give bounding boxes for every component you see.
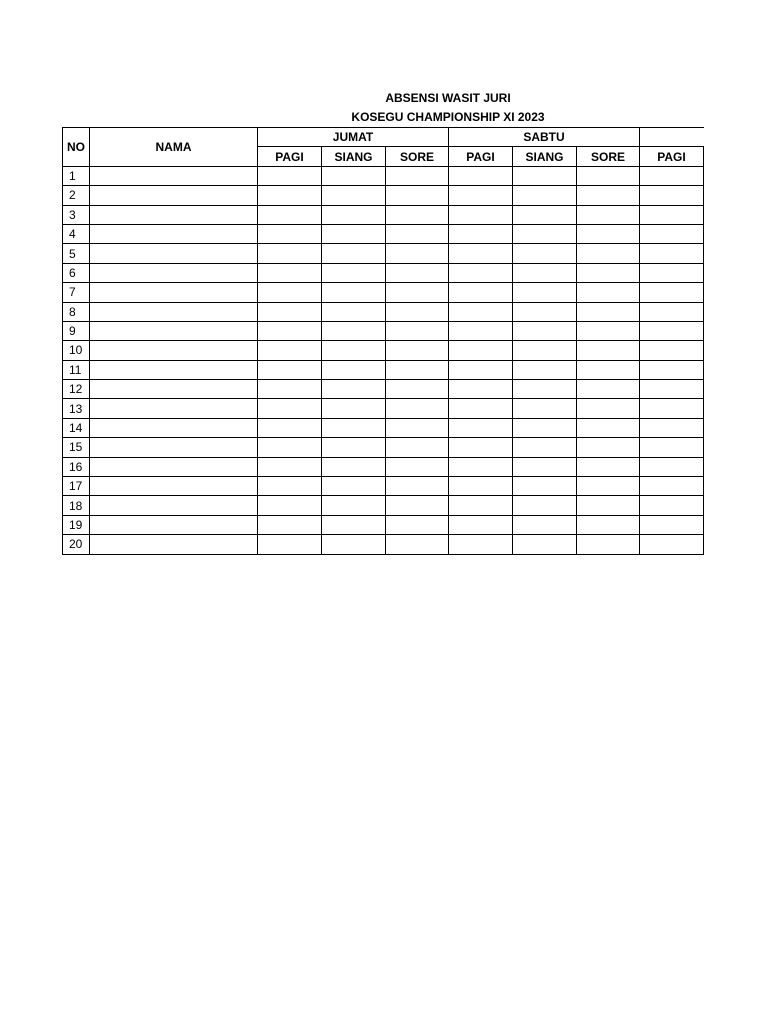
table-row [63,244,704,263]
attendance-cell[interactable] [386,380,449,399]
row-number: 12 [63,380,90,399]
attendance-cell[interactable] [322,205,386,224]
row-number: 18 [63,496,90,515]
attendance-cell[interactable] [640,360,704,379]
attendance-cell[interactable] [258,457,322,476]
attendance-cell[interactable] [640,496,704,515]
table-row [63,341,704,360]
row-number: 19 [63,515,90,534]
attendance-cell[interactable] [386,263,449,282]
attendance-cell[interactable] [449,244,513,263]
attendance-cell[interactable] [640,380,704,399]
attendance-cell[interactable] [386,496,449,515]
attendance-cell[interactable] [513,438,577,457]
attendance-cell[interactable] [640,205,704,224]
row-number: 1 [63,166,90,185]
table-row [63,224,704,243]
row-number: 13 [63,399,90,418]
attendance-cell[interactable] [258,399,322,418]
row-number: 2 [63,186,90,205]
name-cell[interactable] [90,166,258,185]
document-subtitle: KOSEGU CHAMPIONSHIP XI 2023 [351,110,545,124]
attendance-cell[interactable] [640,535,704,554]
name-cell[interactable] [90,496,258,515]
attendance-cell[interactable] [449,515,513,534]
attendance-cell[interactable] [386,205,449,224]
attendance-cell[interactable] [258,302,322,321]
session-header: SIANG [513,147,577,166]
header-day-3 [640,128,704,147]
attendance-cell[interactable] [449,360,513,379]
attendance-cell[interactable] [386,341,449,360]
attendance-cell[interactable] [258,205,322,224]
attendance-cell[interactable] [322,321,386,340]
attendance-cell[interactable] [449,205,513,224]
attendance-cell[interactable] [513,360,577,379]
attendance-cell[interactable] [577,496,640,515]
header-name: NAMA [90,128,258,167]
attendance-cell[interactable] [640,263,704,282]
attendance-cell[interactable] [258,321,322,340]
attendance-cell[interactable] [513,166,577,185]
attendance-cell[interactable] [577,535,640,554]
attendance-cell[interactable] [513,477,577,496]
attendance-cell[interactable] [577,477,640,496]
attendance-cell[interactable] [386,418,449,437]
name-cell[interactable] [90,515,258,534]
table-row [63,186,704,205]
attendance-cell[interactable] [640,302,704,321]
attendance-cell[interactable] [449,321,513,340]
attendance-cell[interactable] [449,399,513,418]
attendance-cell[interactable] [513,283,577,302]
attendance-cell[interactable] [577,360,640,379]
attendance-cell[interactable] [577,341,640,360]
table-row [63,496,704,515]
table-row [63,302,704,321]
attendance-cell[interactable] [449,477,513,496]
attendance-cell[interactable] [640,341,704,360]
attendance-cell[interactable] [577,224,640,243]
attendance-cell[interactable] [322,515,386,534]
session-header: PAGI [640,147,704,166]
attendance-cell[interactable] [577,399,640,418]
attendance-cell[interactable] [258,263,322,282]
attendance-cell[interactable] [322,186,386,205]
attendance-cell[interactable] [513,399,577,418]
attendance-cell[interactable] [386,457,449,476]
attendance-cell[interactable] [449,302,513,321]
attendance-cell[interactable] [449,341,513,360]
attendance-cell[interactable] [513,496,577,515]
attendance-cell[interactable] [386,244,449,263]
attendance-cell[interactable] [322,496,386,515]
attendance-cell[interactable] [577,302,640,321]
name-cell[interactable] [90,224,258,243]
name-cell[interactable] [90,457,258,476]
attendance-cell[interactable] [322,283,386,302]
name-cell[interactable] [90,302,258,321]
attendance-cell[interactable] [513,341,577,360]
attendance-cell[interactable] [449,438,513,457]
attendance-cell[interactable] [640,515,704,534]
attendance-cell[interactable] [258,341,322,360]
attendance-cell[interactable] [322,360,386,379]
attendance-cell[interactable] [386,515,449,534]
attendance-cell[interactable] [640,244,704,263]
attendance-cell[interactable] [386,166,449,185]
attendance-cell[interactable] [449,224,513,243]
attendance-cell[interactable] [386,360,449,379]
attendance-cell[interactable] [449,496,513,515]
attendance-cell[interactable] [322,438,386,457]
attendance-cell[interactable] [640,166,704,185]
attendance-cell[interactable] [386,438,449,457]
session-header: PAGI [449,147,513,166]
attendance-cell[interactable] [640,477,704,496]
header-row-days [63,128,704,147]
attendance-cell[interactable] [577,283,640,302]
attendance-cell[interactable] [640,399,704,418]
name-cell[interactable] [90,244,258,263]
attendance-cell[interactable] [577,186,640,205]
attendance-cell[interactable] [258,186,322,205]
attendance-cell[interactable] [577,244,640,263]
attendance-cell[interactable] [258,535,322,554]
attendance-cell[interactable] [322,399,386,418]
row-number: 10 [63,341,90,360]
attendance-cell[interactable] [577,380,640,399]
attendance-cell[interactable] [577,418,640,437]
header-day-sabtu: SABTU [449,128,640,147]
attendance-cell[interactable] [258,380,322,399]
attendance-cell[interactable] [513,515,577,534]
attendance-cell[interactable] [640,438,704,457]
name-cell[interactable] [90,205,258,224]
attendance-cell[interactable] [386,321,449,340]
attendance-cell[interactable] [640,186,704,205]
table-row [63,321,704,340]
attendance-cell[interactable] [322,263,386,282]
row-number: 6 [63,263,90,282]
attendance-cell[interactable] [577,321,640,340]
attendance-cell[interactable] [513,186,577,205]
name-cell[interactable] [90,418,258,437]
table-row [63,457,704,476]
name-cell[interactable] [90,399,258,418]
attendance-cell[interactable] [258,418,322,437]
name-cell[interactable] [90,535,258,554]
attendance-cell[interactable] [513,380,577,399]
name-cell[interactable] [90,360,258,379]
row-number: 11 [63,360,90,379]
name-cell[interactable] [90,438,258,457]
attendance-cell[interactable] [258,224,322,243]
row-number: 5 [63,244,90,263]
name-cell[interactable] [90,380,258,399]
attendance-cell[interactable] [513,205,577,224]
row-number: 8 [63,302,90,321]
attendance-cell[interactable] [322,457,386,476]
attendance-cell[interactable] [322,244,386,263]
attendance-cell[interactable] [640,224,704,243]
attendance-cell[interactable] [386,283,449,302]
attendance-cell[interactable] [640,418,704,437]
attendance-cell[interactable] [449,535,513,554]
name-cell[interactable] [90,477,258,496]
attendance-table [62,127,704,555]
table-row [63,418,704,437]
attendance-cell[interactable] [449,263,513,282]
attendance-cell[interactable] [258,515,322,534]
attendance-cell[interactable] [577,166,640,185]
table-row [63,438,704,457]
attendance-cell[interactable] [449,166,513,185]
row-number: 16 [63,457,90,476]
attendance-cell[interactable] [258,360,322,379]
attendance-cell[interactable] [322,535,386,554]
row-number: 14 [63,418,90,437]
name-cell[interactable] [90,341,258,360]
attendance-cell[interactable] [513,244,577,263]
table-row [63,205,704,224]
attendance-cell[interactable] [322,302,386,321]
header-no: NO [63,128,90,167]
attendance-cell[interactable] [258,244,322,263]
attendance-cell[interactable] [513,224,577,243]
table-row [63,283,704,302]
table-row [63,263,704,282]
attendance-cell[interactable] [577,263,640,282]
table-row [63,380,704,399]
attendance-cell[interactable] [322,477,386,496]
row-number: 17 [63,477,90,496]
attendance-cell[interactable] [258,283,322,302]
attendance-cell[interactable] [449,380,513,399]
session-header: PAGI [258,147,322,166]
attendance-cell[interactable] [449,457,513,476]
attendance-cell[interactable] [513,321,577,340]
session-header: SIANG [322,147,386,166]
attendance-cell[interactable] [640,283,704,302]
attendance-cell[interactable] [258,438,322,457]
attendance-cell[interactable] [577,515,640,534]
session-header: SORE [386,147,449,166]
name-cell[interactable] [90,321,258,340]
attendance-cell[interactable] [258,477,322,496]
header-day-jumat: JUMAT [258,128,449,147]
attendance-cell[interactable] [513,418,577,437]
attendance-cell[interactable] [513,302,577,321]
name-cell[interactable] [90,283,258,302]
attendance-cell[interactable] [322,224,386,243]
attendance-cell[interactable] [449,186,513,205]
attendance-cell[interactable] [640,457,704,476]
name-cell[interactable] [90,263,258,282]
attendance-cell[interactable] [322,341,386,360]
attendance-cell[interactable] [386,186,449,205]
attendance-cell[interactable] [258,166,322,185]
table-row [63,477,704,496]
attendance-cell[interactable] [513,535,577,554]
attendance-cell[interactable] [577,457,640,476]
row-number: 20 [63,535,90,554]
row-number: 4 [63,224,90,243]
attendance-cell[interactable] [258,496,322,515]
attendance-cell[interactable] [322,418,386,437]
row-number: 3 [63,205,90,224]
attendance-cell[interactable] [386,224,449,243]
attendance-cell[interactable] [449,418,513,437]
attendance-cell[interactable] [577,205,640,224]
attendance-cell[interactable] [322,380,386,399]
table-row [63,515,704,534]
attendance-cell[interactable] [513,457,577,476]
attendance-cell[interactable] [322,166,386,185]
row-number: 9 [63,321,90,340]
name-cell[interactable] [90,186,258,205]
table-row [63,535,704,554]
attendance-cell[interactable] [577,438,640,457]
attendance-cell[interactable] [386,477,449,496]
document-title: ABSENSI WASIT JURI [385,91,511,105]
attendance-cell[interactable] [449,283,513,302]
table-row [63,166,704,185]
table-row [63,399,704,418]
session-header: SORE [577,147,640,166]
row-number: 15 [63,438,90,457]
attendance-cell[interactable] [640,321,704,340]
table-row [63,360,704,379]
attendance-cell[interactable] [386,535,449,554]
attendance-cell[interactable] [513,263,577,282]
attendance-rows [63,166,704,554]
attendance-cell[interactable] [386,302,449,321]
attendance-cell[interactable] [386,399,449,418]
row-number: 7 [63,283,90,302]
